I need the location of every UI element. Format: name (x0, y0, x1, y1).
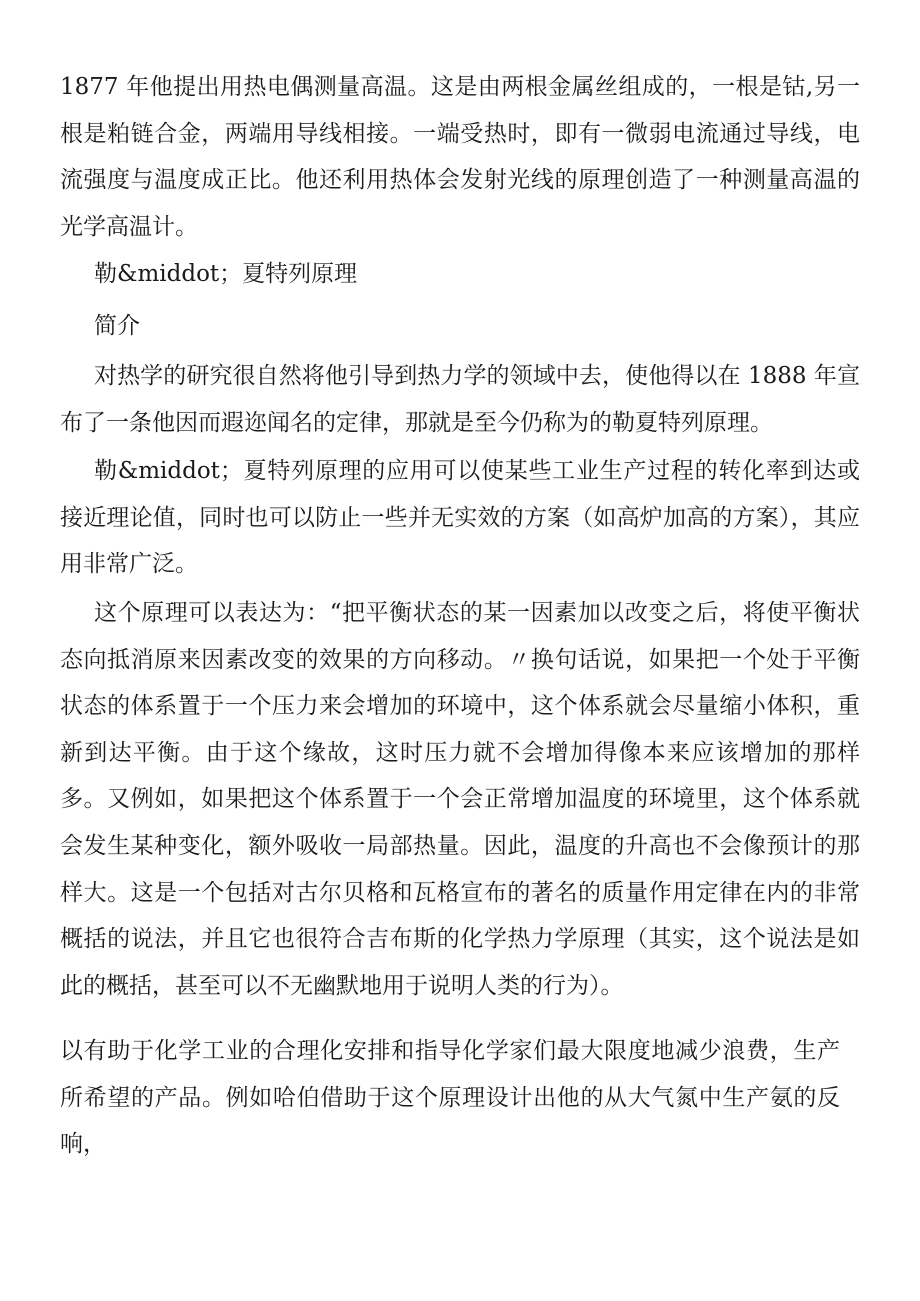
paragraph-thermodynamics: 对热学的研究很自然将他引导到热力学的领域中去，使他得以在 1888 年宣布了一条他因而遐迩闻名的定律，那就是至今仍称为的勒夏特列原理。 (60, 363, 860, 436)
heading-introduction: 简介 (94, 313, 140, 339)
paragraph-principle-statement: 这个原理可以表达为：“把平衡状态的某一因素加以改变之后，将使平衡状态向抵消原来因素改变的效果的方向移动。〃换句话说，如果把一个处于平衡状态的体系置于一个压力来会增加的环境中，这个体系就会尽量缩小体积，重新到达平衡。由于这个缘故，这时压力就不会增加得像本来应该增加的那样多。又例如，如果把这个体系置于一个会正常增加温度的环境里，这个体系就会发生某种变化，额外吸收一局部热量。因此，温度的升高也不会像预计的那样大。这是一个包括对古尔贝格和瓦格宣布的著名的质量作用定律在内的非常概括的说法，并且它也很符合吉布斯的化学热力学原理（其实，这个说法是如此的概括，甚至可以不无幽默地用于说明人类的行为）。 (60, 600, 860, 999)
paragraph-industry: 以有助于化学工业的合理化安排和指导化学家们最大限度地减少浪费，生产所希望的产品。例如哈伯借助于这个原理设计出他的从大气氮中生产氨的反响， (60, 1038, 840, 1158)
paragraph-applications: 勒&middot；夏特列原理的应用可以使某些工业生产过程的转化率到达或接近理论值，同时也可以防止一些并无实效的方案（如高炉加高的方案），其应用非常广泛。 (60, 458, 860, 578)
heading-le-chatelier-principle: 勒&middot；夏特列原理 (94, 261, 358, 287)
paragraph-thermocouple: 1877 年他提出用热电偶测量高温。这是由两根金属丝组成的，一根是钴,另一根是粕链合金，两端用导线相接。一端受热时，即有一微弱电流通过导线，电流强度与温度成正比。他还利用热体会发射光线的原理创造了一种测量高温的光学高温计。 (60, 74, 860, 240)
